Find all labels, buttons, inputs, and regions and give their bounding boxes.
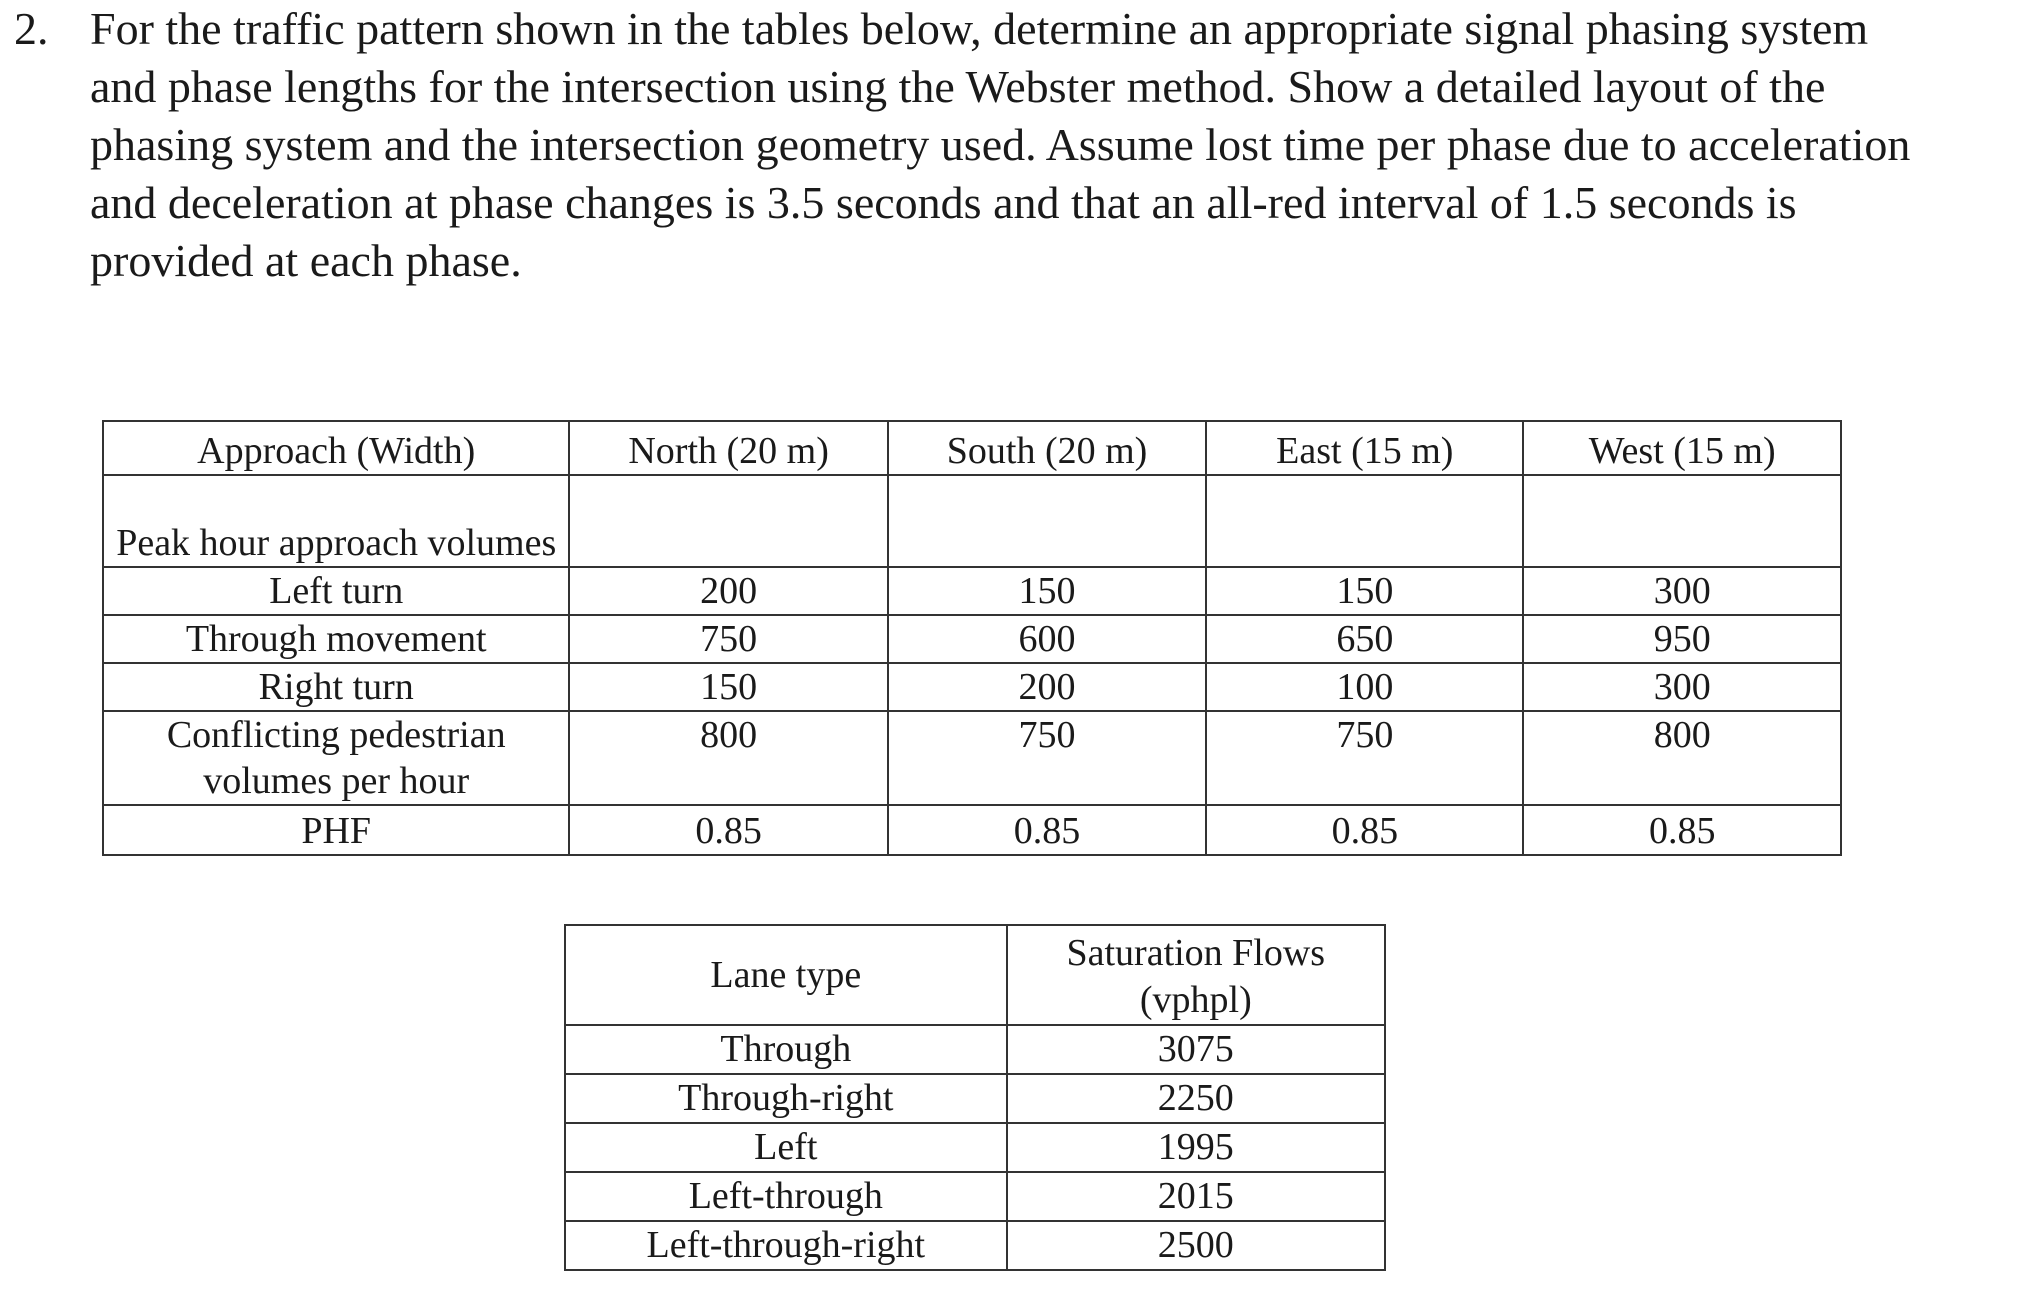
north-value: 150	[569, 663, 887, 711]
table-row	[103, 615, 1841, 663]
table-row	[103, 475, 1841, 567]
saturation-flow-value: 2015	[1007, 1172, 1385, 1221]
saturation-flow-table	[564, 924, 1386, 1271]
row-label: PHF	[103, 805, 569, 855]
table-row	[565, 1025, 1385, 1074]
table-row	[565, 1172, 1385, 1221]
question-block	[14, 0, 1944, 290]
west-value: 300	[1523, 663, 1841, 711]
row-label: Conflicting pedestrian volumes per hour	[103, 711, 569, 805]
empty-cell	[1523, 475, 1841, 567]
row-label: Left turn	[103, 567, 569, 615]
table-row	[565, 1123, 1385, 1172]
west-value: 950	[1523, 615, 1841, 663]
table-row	[565, 1074, 1385, 1123]
table-row	[103, 567, 1841, 615]
peak-hour-label: Peak hour approach volumes	[103, 475, 569, 567]
south-value: 600	[888, 615, 1206, 663]
lane-type-header: Lane type	[565, 925, 1007, 1025]
east-value: 750	[1206, 711, 1523, 805]
saturation-flow-value: 2500	[1007, 1221, 1385, 1270]
west-value: 0.85	[1523, 805, 1841, 855]
saturation-flow-value: 1995	[1007, 1123, 1385, 1172]
west-value: 800	[1523, 711, 1841, 805]
question-number: 2.	[14, 3, 49, 54]
lane-type-value: Left-through	[565, 1172, 1007, 1221]
north-value: 0.85	[569, 805, 887, 855]
south-header: South (20 m)	[888, 421, 1206, 475]
east-value: 100	[1206, 663, 1523, 711]
west-header: West (15 m)	[1523, 421, 1841, 475]
west-value: 300	[1523, 567, 1841, 615]
saturation-flow-value: 3075	[1007, 1025, 1385, 1074]
east-header: East (15 m)	[1206, 421, 1523, 475]
table-row	[565, 1221, 1385, 1270]
saturation-flow-header: Saturation Flows (vphpl)	[1007, 925, 1385, 1025]
north-value: 750	[569, 615, 887, 663]
south-value: 150	[888, 567, 1206, 615]
empty-cell	[1206, 475, 1523, 567]
east-value: 650	[1206, 615, 1523, 663]
table-header-row	[103, 421, 1841, 475]
north-header: North (20 m)	[569, 421, 887, 475]
lane-type-value: Through	[565, 1025, 1007, 1074]
row-label: Through movement	[103, 615, 569, 663]
empty-cell	[569, 475, 887, 567]
approach-width-header: Approach (Width)	[103, 421, 569, 475]
traffic-volume-table	[102, 420, 1842, 856]
east-value: 150	[1206, 567, 1523, 615]
row-label: Right turn	[103, 663, 569, 711]
lane-type-value: Left-through-right	[565, 1221, 1007, 1270]
lane-type-value: Through-right	[565, 1074, 1007, 1123]
saturation-flow-value: 2250	[1007, 1074, 1385, 1123]
south-value: 750	[888, 711, 1206, 805]
north-value: 200	[569, 567, 887, 615]
east-value: 0.85	[1206, 805, 1523, 855]
south-value: 0.85	[888, 805, 1206, 855]
south-value: 200	[888, 663, 1206, 711]
question-text: For the traffic pattern shown in the tables below, determine an appropriate signal phasing system and phase lengths for the intersection using the Webster method. Show a detailed layout of the phasing system and the intersection geometry used. Assume lost time per phase due to acceleration and deceleration at phase changes is 3.5 seconds and that an all-red interval of 1.5 seconds is provided at each phase.	[90, 3, 1911, 286]
table-row	[103, 711, 1841, 805]
empty-cell	[888, 475, 1206, 567]
table-header-row	[565, 925, 1385, 1025]
lane-type-value: Left	[565, 1123, 1007, 1172]
north-value: 800	[569, 711, 887, 805]
table-row	[103, 663, 1841, 711]
table-row	[103, 805, 1841, 855]
